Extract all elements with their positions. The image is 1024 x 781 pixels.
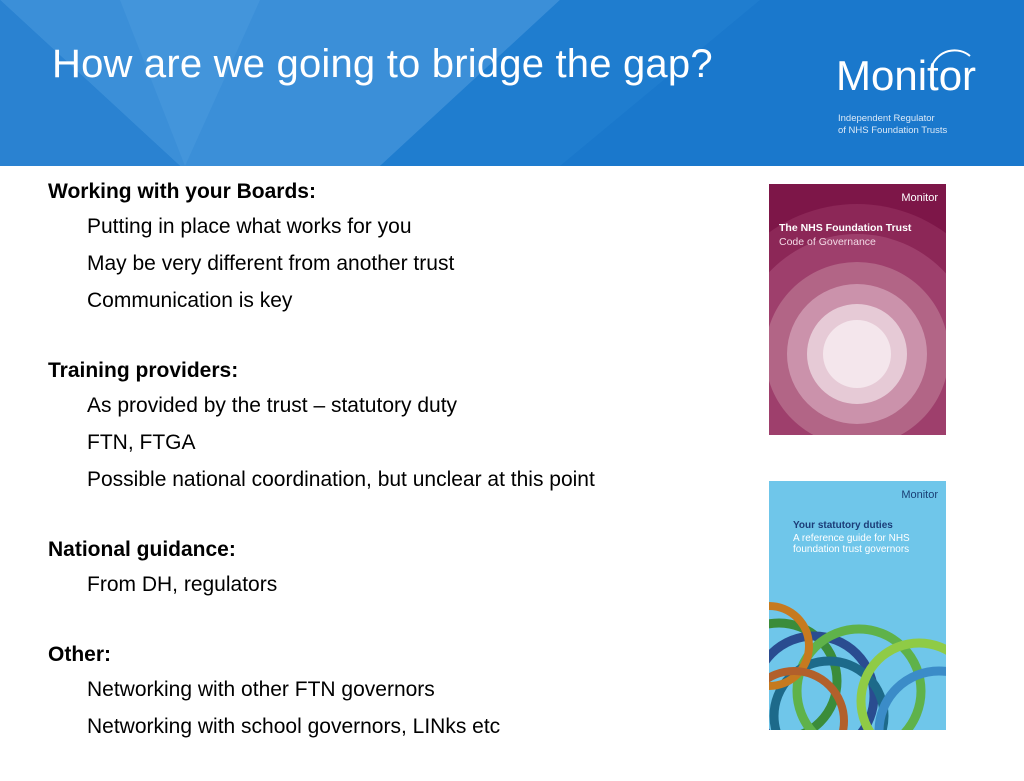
list-item: Possible national coordination, but unclear at this point — [87, 468, 595, 491]
logo-subtitle-line2: of NHS Foundation Trusts — [838, 125, 948, 136]
section-heading: Other: — [48, 643, 111, 666]
book-logo: Monitor — [901, 192, 938, 204]
book-subtitle: A reference guide for NHS foundation trust governors — [793, 533, 910, 555]
list-item: As provided by the trust – statutory duty — [87, 394, 458, 417]
ring-pattern-graphic — [769, 481, 946, 730]
slide-header — [0, 0, 1024, 166]
section-training — [48, 355, 748, 498]
monitor-logo: Monitor — [836, 52, 977, 99]
book-title: The NHS Foundation Trust — [779, 222, 912, 234]
section-other — [48, 639, 748, 745]
list-item: Putting in place what works for you — [87, 215, 412, 238]
list-item: Networking with school governors, LINks etc — [87, 715, 501, 738]
book-subtitle: Code of Governance — [779, 236, 876, 248]
logo-subtitle-line1: Independent Regulator — [838, 113, 935, 124]
list-item: From DH, regulators — [87, 573, 278, 596]
book-logo: Monitor — [901, 489, 938, 501]
slide-body — [48, 176, 748, 781]
statutory-duties-cover-image — [769, 481, 946, 730]
section-heading: Training providers: — [48, 359, 239, 382]
slide-title: How are we going to bridge the gap? — [52, 42, 713, 86]
list-item: FTN, FTGA — [87, 431, 196, 454]
book-title: Your statutory duties — [793, 520, 893, 531]
list-item: Networking with other FTN governors — [87, 678, 435, 701]
list-item: Communication is key — [87, 289, 293, 312]
section-guidance — [48, 534, 748, 603]
code-of-governance-cover-image — [769, 184, 946, 435]
section-boards — [48, 176, 748, 319]
monitor-logo-subtitle — [838, 113, 947, 137]
section-heading: National guidance: — [48, 538, 236, 561]
section-heading: Working with your Boards: — [48, 180, 316, 203]
list-item: May be very different from another trust — [87, 252, 455, 275]
